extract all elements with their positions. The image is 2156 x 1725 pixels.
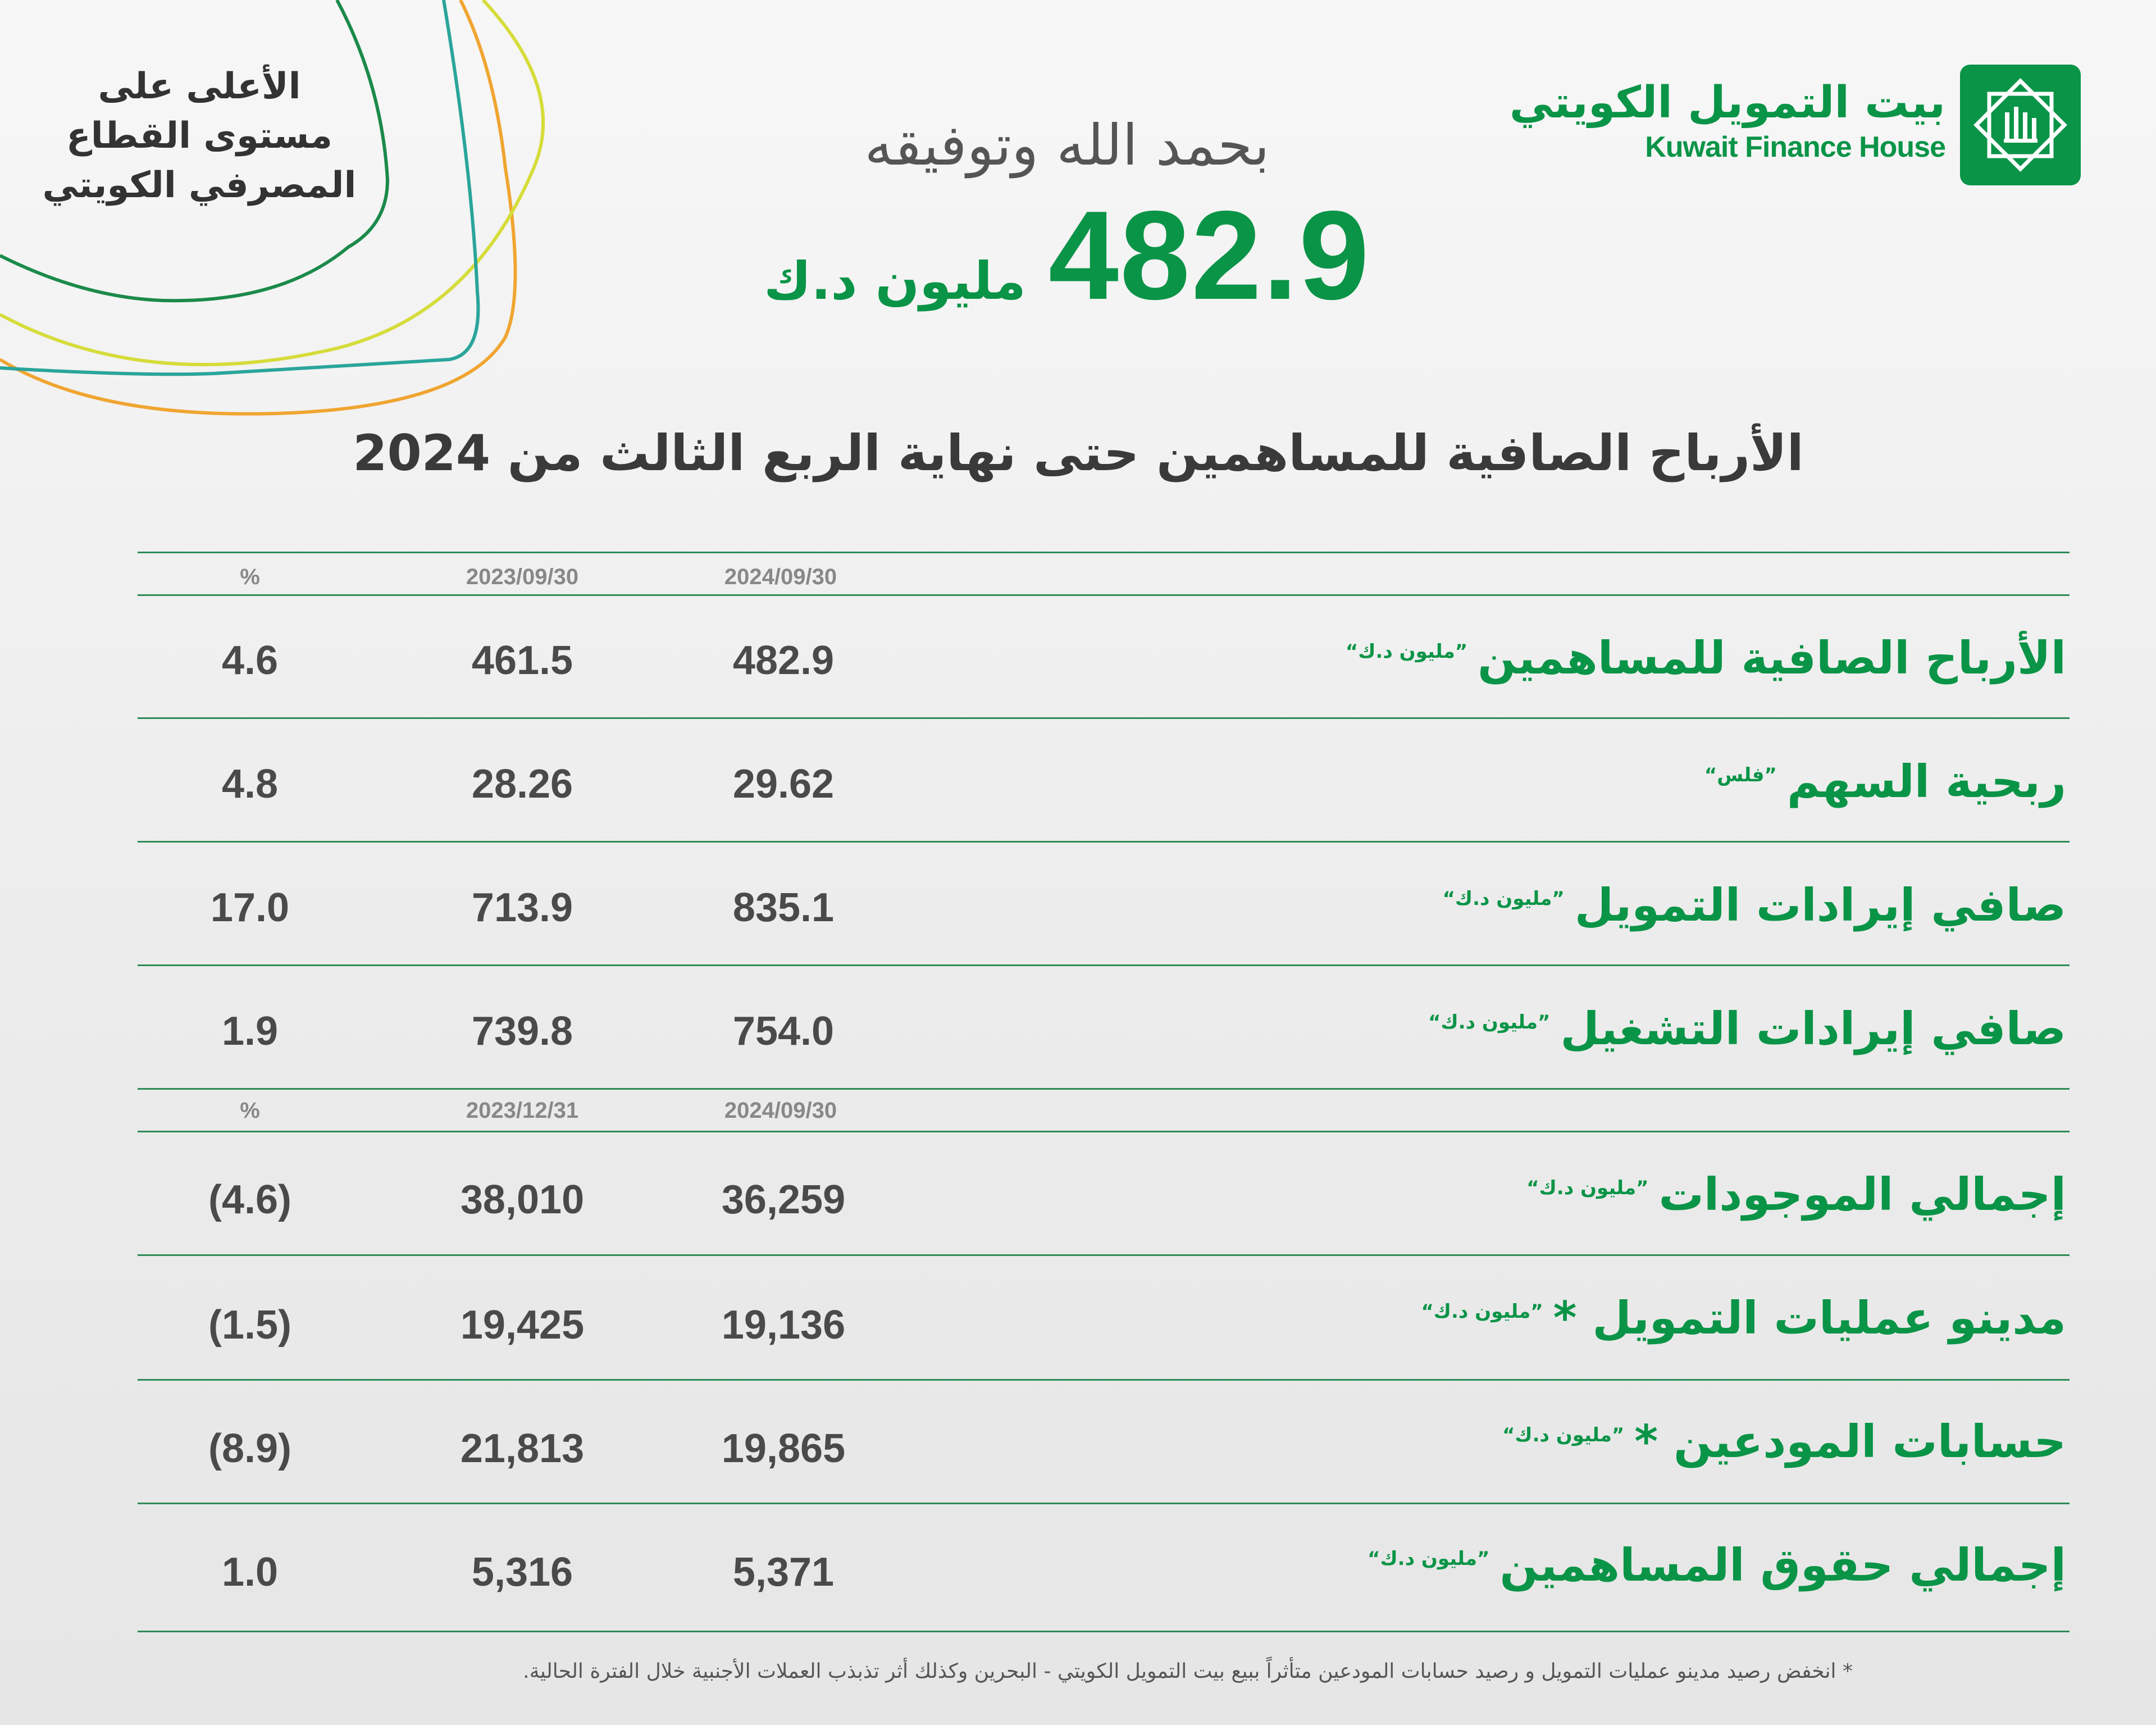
cell-change: 17.0 [210, 885, 290, 930]
divider [138, 552, 2070, 553]
brand-name-arabic: بيت التمويل الكويتي [1509, 78, 1945, 128]
cell-change: (4.6) [208, 1177, 292, 1222]
cell-change: (8.9) [208, 1426, 292, 1471]
cell-previous: 19,425 [460, 1303, 585, 1348]
cell-previous: 713.9 [471, 885, 573, 930]
kfh-logo-icon [1960, 65, 2081, 185]
cell-current: 835.1 [732, 885, 835, 930]
cell-previous: 21,813 [460, 1426, 585, 1471]
badge-line: المصرفي الكويتي [42, 165, 357, 206]
header-change: % [240, 565, 260, 589]
cell-previous: 461.5 [471, 638, 573, 683]
row-label-net-financing-income: صافي إيرادات التمويل$^{”مليون د.ك“}$ [1442, 879, 2066, 931]
row-label-depositors-accounts: حسابات المودعين *$^{”مليون د.ك“}$ [1502, 1415, 2066, 1468]
divider [138, 1131, 2070, 1132]
badge-line: مستوى القطاع [66, 115, 333, 157]
cell-change: 4.6 [221, 638, 279, 683]
badge-line: الأعلى على [98, 66, 301, 107]
cell-current: 19,865 [721, 1426, 846, 1471]
header-previous: 2023/09/30 [466, 565, 579, 589]
row-label-net-profit: الأرباح الصافية للمساهمين$^{”مليون د.ك“}$ [1345, 632, 2066, 684]
cell-current: 36,259 [721, 1177, 846, 1222]
row-label-financing-receivables: مدينو عمليات التمويل *$^{”مليون د.ك“}$ [1421, 1292, 2066, 1344]
divider [138, 594, 2070, 596]
cell-current: 482.9 [732, 638, 835, 683]
cell-change: (1.5) [208, 1303, 292, 1348]
cell-change: 1.0 [221, 1550, 279, 1595]
divider [138, 717, 2070, 719]
header-change: % [240, 1098, 260, 1123]
divider [138, 1503, 2070, 1504]
header-current: 2024/09/30 [724, 565, 837, 589]
headline-praise: بحمد الله وتوفيقه [864, 112, 1270, 178]
cell-previous: 38,010 [460, 1177, 585, 1222]
cell-previous: 28.26 [471, 762, 573, 807]
page-title: الأرباح الصافية للمساهمين حتى نهاية الربع الثالث من 2024 [353, 424, 1804, 482]
cell-current: 29.62 [732, 762, 835, 807]
cell-current: 754.0 [732, 1009, 835, 1054]
cell-change: 4.8 [221, 762, 279, 807]
header-current: 2024/09/30 [724, 1098, 837, 1123]
badge-text [34, 62, 365, 210]
divider [138, 1088, 2070, 1090]
cell-current: 5,371 [732, 1550, 835, 1595]
headline-amount: 482.9 [1048, 184, 1370, 326]
cell-previous: 739.8 [471, 1009, 573, 1054]
header-previous: 2023/12/31 [466, 1098, 579, 1123]
row-label-net-operating-income: صافي إيرادات التشغيل$^{”مليون د.ك“}$ [1428, 1003, 2066, 1055]
row-label-eps: ربحية السهم$^{”فلس“}$ [1704, 755, 2066, 808]
divider [138, 1631, 2070, 1632]
footnote: * انخفض رصيد مدينو عمليات التمويل و رصيد حسابات المودعين متأثراً ببيع بيت التمويل الكويتي - البحرين وكذلك أثر تذبذب العملات الأجنبية خلال الفترة الحالية. [523, 1660, 1853, 1683]
divider [138, 1379, 2070, 1381]
divider [138, 1254, 2070, 1256]
cell-change: 1.9 [221, 1009, 279, 1054]
headline-unit: مليون د.ك [764, 251, 1026, 311]
cell-current: 19,136 [721, 1303, 846, 1348]
row-label-total-assets: إجمالي الموجودات$^{”مليون د.ك“}$ [1526, 1168, 2066, 1221]
divider [138, 841, 2070, 843]
cell-previous: 5,316 [471, 1550, 573, 1595]
divider [138, 964, 2070, 966]
headline-amount-group [674, 183, 1460, 328]
brand-name-english: Kuwait Finance House [1645, 131, 1945, 163]
row-label-shareholders-equity: إجمالي حقوق المساهمين$^{”مليون د.ك“}$ [1368, 1539, 2066, 1591]
